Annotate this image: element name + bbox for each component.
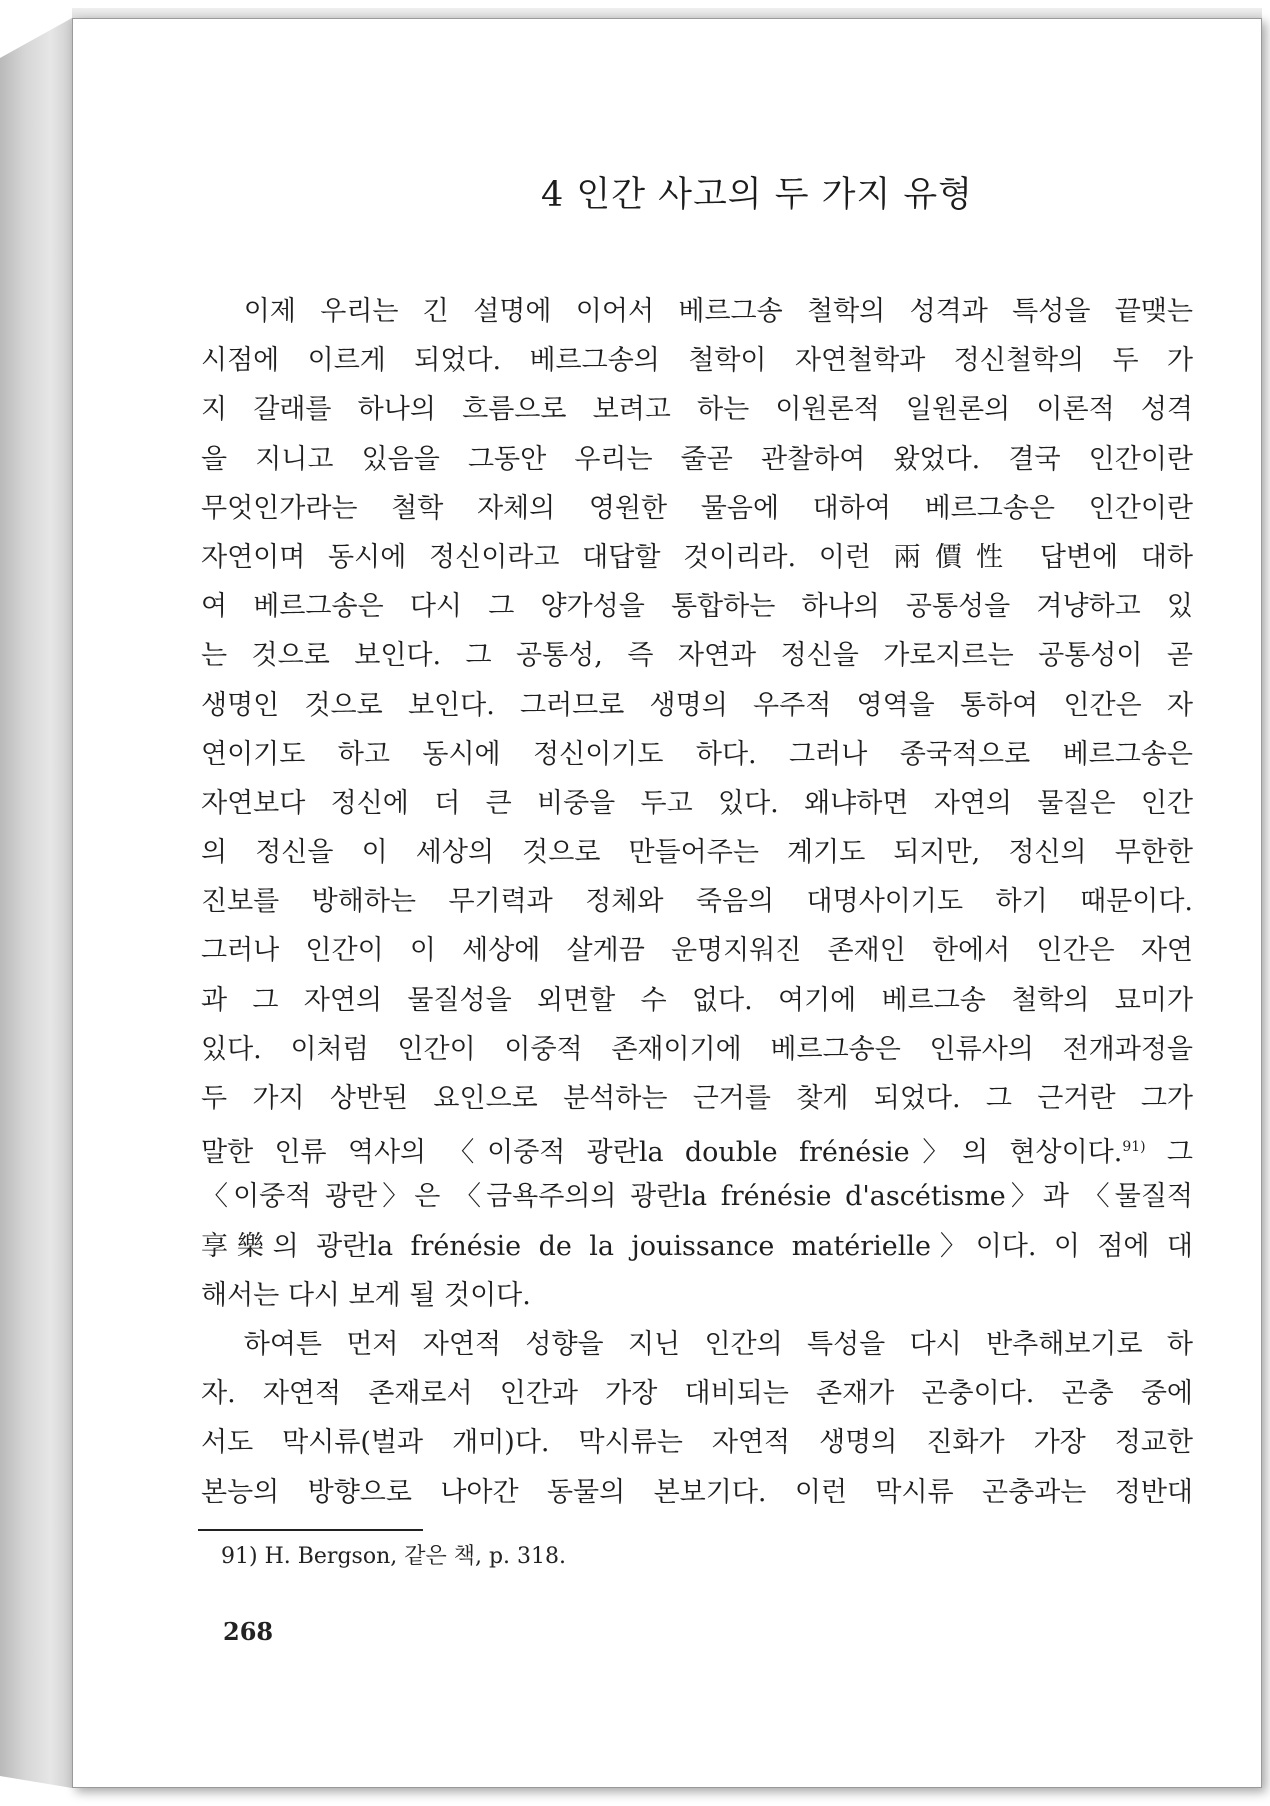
text-line: 享樂의 광란la frénésie de la jouissance matérielle〉이다. 이 점에 대 <box>201 1230 1193 1262</box>
text-line: 서도 막시류(벌과 개미)다. 막시류는 자연적 생명의 진화가 가장 정교한 <box>201 1427 1193 1459</box>
text-segment: 말한 인류 역사의 〈이중적 광란la double frénésie〉의 현상이다. <box>201 1137 1123 1169</box>
text-line: 자. 자연적 존재로서 인간과 가장 대비되는 존재가 곤충이다. 곤충 중에 <box>201 1378 1193 1410</box>
footnote-reference[interactable]: 91) <box>1122 1139 1146 1156</box>
text-line: 자연보다 정신에 더 큰 비중을 두고 있다. 왜냐하면 자연의 물질은 인간 <box>201 787 1193 819</box>
book-page <box>72 18 1262 1788</box>
text-line: 과 그 자연의 물질성을 외면할 수 없다. 여기에 베르그송 철학의 묘미가 <box>201 984 1193 1016</box>
text-line: 지 갈래를 하나의 흐름으로 보려고 하는 이원론적 일원론의 이론적 성격 <box>201 394 1193 426</box>
footnote: 91) H. Bergson, 같은 책, p. 318. <box>221 1544 567 1569</box>
text-line: 해서는 다시 보게 될 것이다. <box>201 1279 531 1311</box>
text-line: 진보를 방해하는 무기력과 정체와 죽음의 대명사이기도 하기 때문이다. <box>201 886 1193 918</box>
section-title: 4 인간 사고의 두 가지 유형 <box>541 175 973 215</box>
text-line: 시점에 이르게 되었다. 베르그송의 철학이 자연철학과 정신철학의 두 가 <box>201 345 1193 377</box>
text-segment: 그 <box>1145 1137 1194 1169</box>
text-line-with-footnote-ref <box>201 1123 1193 1172</box>
text-line: 본능의 방향으로 나아간 동물의 본보기다. 이런 막시류 곤충과는 정반대 <box>201 1476 1193 1508</box>
footnote-divider <box>198 1529 423 1531</box>
text-line: 하여튼 먼저 자연적 성향을 지닌 인간의 특성을 다시 반추해보기로 하 <box>201 1328 1193 1360</box>
text-line: 두 가지 상반된 요인으로 분석하는 근거를 찾게 되었다. 그 근거란 그가 <box>201 1083 1193 1114</box>
text-line: 생명인 것으로 보인다. 그러므로 생명의 우주적 영역을 통하여 인간은 자 <box>201 689 1193 721</box>
text-line: 여 베르그송은 다시 그 양가성을 통합하는 하나의 공통성을 겨냥하고 있 <box>201 591 1193 623</box>
text-line: 이제 우리는 긴 설명에 이어서 베르그송 철학의 성격과 특성을 끝맺는 <box>201 296 1193 327</box>
book-top-edge <box>72 8 1262 18</box>
text-line: 의 정신을 이 세상의 것으로 만들어주는 계기도 되지만, 정신의 무한한 <box>201 837 1193 869</box>
page-number: 268 <box>223 1617 274 1646</box>
text-line: 을 지니고 있음을 그동안 우리는 줄곧 관찰하여 왔었다. 결국 인간이란 <box>201 443 1193 475</box>
text-line: 는 것으로 보인다. 그 공통성, 즉 자연과 정신을 가로지르는 공통성이 곧 <box>201 640 1193 672</box>
text-line: 무엇인가라는 철학 자체의 영원한 물음에 대하여 베르그송은 인간이란 <box>201 492 1193 524</box>
text-line: 연이기도 하고 동시에 정신이기도 하다. 그러나 종국적으로 베르그송은 <box>201 738 1193 770</box>
text-line: 있다. 이처럼 인간이 이중적 존재이기에 베르그송은 인류사의 전개과정을 <box>201 1033 1193 1065</box>
book-page-stack <box>0 18 72 1788</box>
body-text <box>201 287 1193 1517</box>
text-line: 〈이중적 광란〉은 〈금욕주의의 광란la frénésie d'ascétisme〉과 〈물질적 <box>201 1181 1193 1213</box>
text-line: 자연이며 동시에 정신이라고 대답할 것이리라. 이런 兩價性 답변에 대하 <box>201 541 1193 573</box>
text-line: 그러나 인간이 이 세상에 살게끔 운명지워진 존재인 한에서 인간은 자연 <box>201 935 1193 967</box>
